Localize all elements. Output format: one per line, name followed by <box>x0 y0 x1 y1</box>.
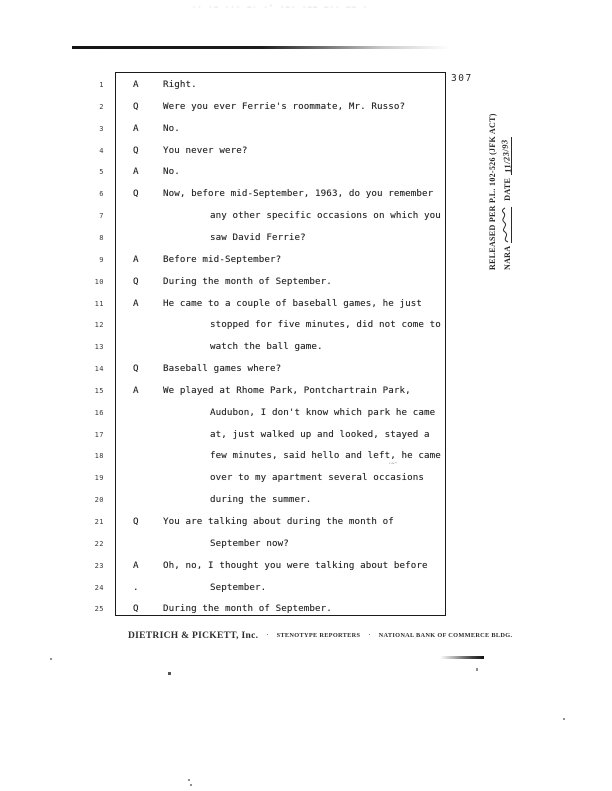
line-number: 21 <box>94 518 104 526</box>
transcript-line <box>0 429 612 442</box>
line-text: No. <box>163 122 180 134</box>
speaker-letter: A <box>133 79 139 90</box>
transcript-line <box>0 407 612 420</box>
transcript-line <box>0 319 612 332</box>
footer-reporters: STENOTYPE REPORTERS <box>276 632 361 639</box>
top-rule-line <box>72 46 450 49</box>
line-number: 3 <box>99 124 104 133</box>
stamp-date-label: DATE <box>503 177 512 201</box>
stamp-nara-date-line <box>500 70 512 270</box>
speaker-letter: Q <box>133 188 139 200</box>
line-number: 13 <box>94 343 104 352</box>
line-text: at, just walked up and looked, stayed a <box>210 428 430 440</box>
scan-speck <box>188 779 190 781</box>
line-number: 2 <box>99 102 104 111</box>
transcript-line <box>0 516 612 529</box>
scan-speck <box>190 784 192 786</box>
line-number: 14 <box>94 365 104 374</box>
footer-separator-1: · <box>266 631 269 639</box>
line-text: saw David Ferrie? <box>210 231 306 243</box>
scan-speck <box>476 668 478 671</box>
transcript-line <box>0 494 612 507</box>
line-number: 16 <box>94 408 104 417</box>
line-text: watch the ball game. <box>210 341 323 353</box>
faint-header-artifact: ·· ·– ··· –· ·' ·–· ·–– –·· –– · <box>192 3 369 11</box>
line-number: 15 <box>94 386 104 395</box>
transcript-line <box>0 341 612 354</box>
line-text: Right. <box>163 79 197 90</box>
line-text: We played at Rhome Park, Pontchartrain Park, <box>163 384 411 396</box>
stamp-date-underline <box>498 137 514 175</box>
line-text: during the summer. <box>210 494 312 506</box>
line-text: Before mid-September? <box>163 253 282 265</box>
transcript-line <box>0 582 612 595</box>
scan-speck <box>50 658 52 660</box>
line-text: September. <box>210 581 267 593</box>
line-number: 23 <box>94 561 104 570</box>
line-number: 8 <box>99 233 104 242</box>
line-text: over to my apartment several occasions <box>210 472 424 484</box>
line-number: 18 <box>94 452 104 461</box>
line-text: Audubon, I don't know which park he came <box>210 406 436 418</box>
line-number: 5 <box>99 168 104 177</box>
line-text: Now, before mid-September, 1963, do you remember <box>163 188 434 200</box>
scan-speck <box>563 718 565 720</box>
transcript-line <box>0 538 612 551</box>
speaker-letter: A <box>133 122 139 134</box>
line-text: any other specific occasions on which you <box>210 210 441 222</box>
line-text: September now? <box>210 537 289 549</box>
footer-separator-2: · <box>368 631 371 639</box>
line-text: You are talking about during the month of <box>163 516 394 527</box>
stamp-date-value: 11/23/93 <box>498 138 514 174</box>
line-text: Baseball games where? <box>163 363 282 375</box>
nara-signature-icon <box>500 207 511 243</box>
speaker-letter: A <box>133 166 139 178</box>
speaker-letter: A <box>133 297 139 309</box>
line-number: 10 <box>94 277 104 286</box>
scan-speck <box>168 672 171 675</box>
line-number: 6 <box>99 190 104 199</box>
speaker-letter: . <box>133 581 139 593</box>
transcript-line <box>0 276 612 289</box>
nara-release-stamp <box>488 70 524 270</box>
line-number: 17 <box>94 430 104 439</box>
line-number: 9 <box>99 255 104 264</box>
line-number: 19 <box>94 474 104 483</box>
transcript-line <box>0 560 612 573</box>
nara-signature <box>500 207 512 243</box>
speaker-letter: A <box>133 384 139 396</box>
stamp-nara-label: NARA <box>503 245 512 270</box>
line-number: 11 <box>94 299 104 308</box>
line-number: 1 <box>99 81 104 89</box>
transcript-line <box>0 450 612 463</box>
speaker-letter: A <box>133 559 139 571</box>
line-number: 20 <box>94 496 104 505</box>
transcript-line <box>0 298 612 311</box>
line-text: Oh, no, I thought you were talking about before <box>163 559 428 571</box>
line-text: During the month of September. <box>163 275 332 287</box>
line-number: 24 <box>94 583 104 592</box>
stamp-release-text: RELEASED PER P.L. 102-526 (JFK ACT) <box>488 113 497 270</box>
line-number: 7 <box>99 212 104 221</box>
line-text: few minutes, said hello and left, he came <box>210 450 441 462</box>
line-text: No. <box>163 166 180 178</box>
page-number: 307 <box>451 73 473 84</box>
speaker-letter: Q <box>133 275 139 287</box>
line-text: You never were? <box>163 144 248 156</box>
line-text: He came to a couple of baseball games, he just <box>163 297 423 309</box>
handwritten-mark: ·~· <box>387 459 398 468</box>
speaker-letter: Q <box>133 144 139 156</box>
speaker-letter: Q <box>133 516 139 527</box>
transcript-line <box>0 603 612 616</box>
line-text: During the month of September. <box>163 603 332 615</box>
line-number: 4 <box>99 146 104 155</box>
reporter-footer <box>128 625 513 643</box>
transcript-line <box>0 472 612 485</box>
line-number: 12 <box>94 321 104 330</box>
transcript-line <box>0 385 612 398</box>
transcript-line <box>0 363 612 376</box>
speaker-letter: Q <box>133 100 139 112</box>
line-text: Were you ever Ferrie's roommate, Mr. Russo? <box>163 100 406 112</box>
line-text: stopped for five minutes, did not come to <box>210 319 441 331</box>
footer-building: NATIONAL BANK OF COMMERCE BLDG. <box>378 632 513 639</box>
bottom-right-rule <box>440 656 484 659</box>
speaker-letter: Q <box>133 363 139 375</box>
footer-firm-name: DIETRICH & PICKETT, Inc. <box>128 631 259 641</box>
speaker-letter: Q <box>133 603 139 615</box>
line-number: 22 <box>94 539 104 548</box>
line-number: 25 <box>94 605 104 614</box>
speaker-letter: A <box>133 253 139 265</box>
